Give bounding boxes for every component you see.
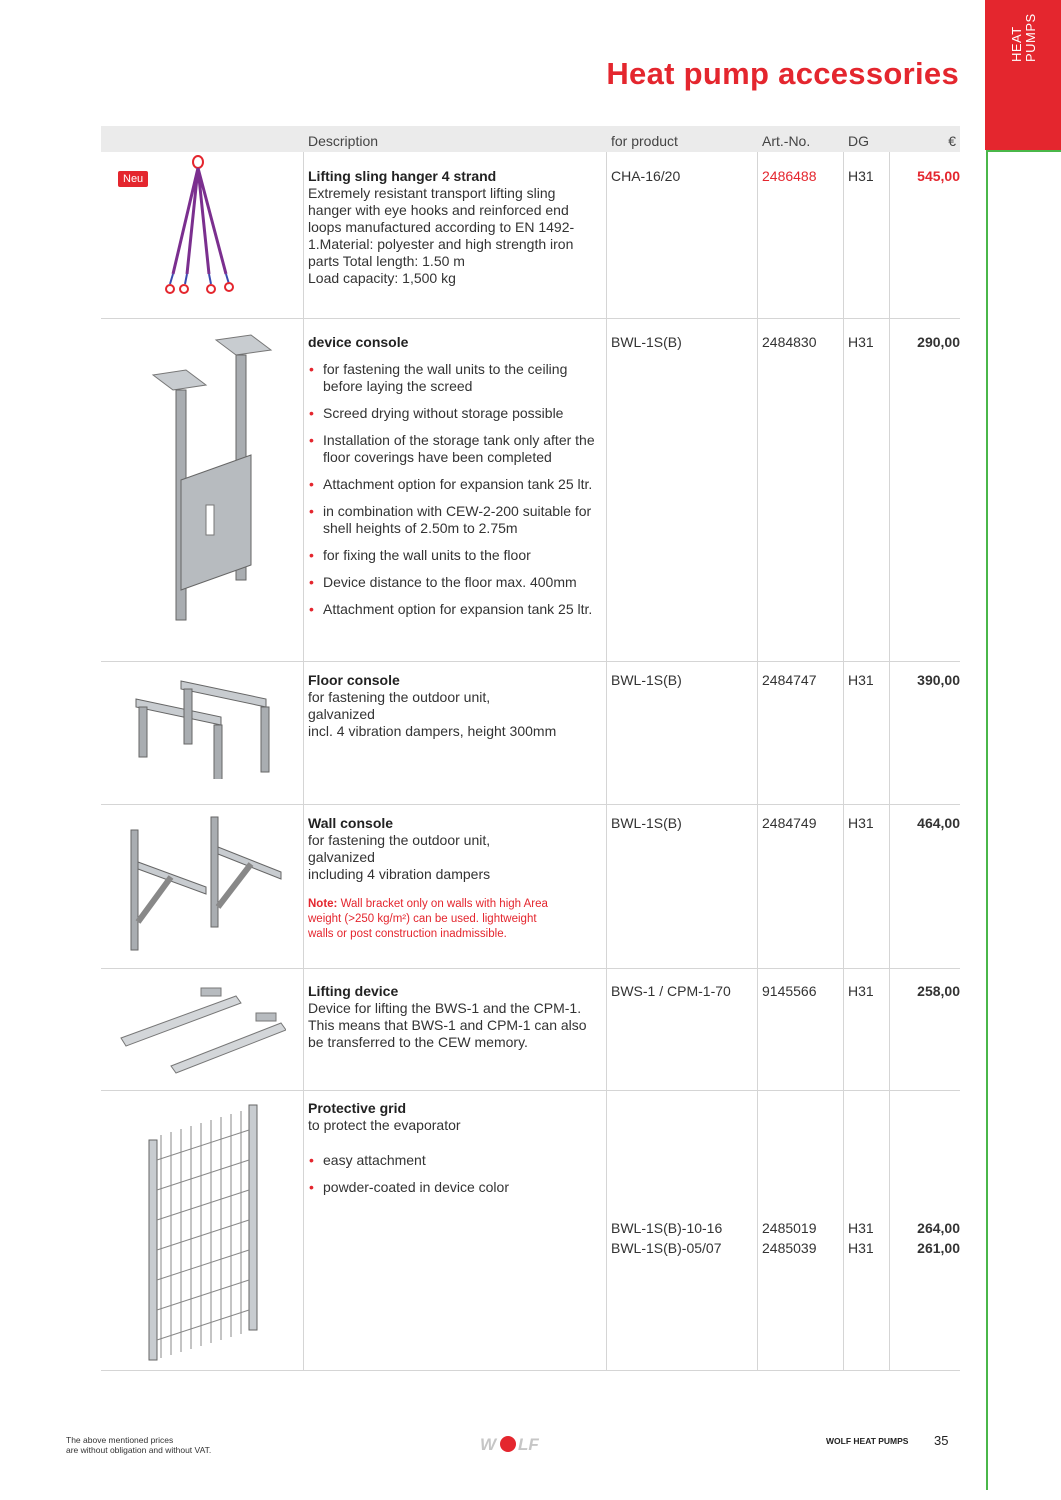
new-badge: Neu <box>118 171 148 187</box>
price: 290,00 <box>917 334 960 350</box>
for-product: CHA-16/20 <box>611 168 681 184</box>
floor-console-image <box>126 669 286 779</box>
list-item: • Device distance to the floor max. 400mm <box>308 574 601 591</box>
dg-code: H31 H31 <box>848 1220 874 1256</box>
product-text: including 4 vibration dampers <box>308 866 491 882</box>
product-text-2: Load capacity: 1,500 kg <box>308 270 456 286</box>
article-number: 2484830 <box>762 334 817 350</box>
dg-code: H31 <box>848 334 874 350</box>
price: 390,00 <box>917 672 960 688</box>
table-row <box>101 1090 960 1371</box>
product-text: to protect the evaporator <box>308 1117 461 1133</box>
lifting-device-image <box>116 978 286 1078</box>
dg-code: H31 <box>848 983 874 999</box>
product-text: incl. 4 vibration dampers, height 300mm <box>308 723 557 739</box>
svg-text:W: W <box>480 1435 497 1454</box>
list-item: • Screed drying without storage possible <box>308 405 601 422</box>
list-item: • Installation of the storage tank only after the floor coverings have been completed <box>308 432 601 466</box>
product-text: for fastening the outdoor unit, <box>308 689 491 705</box>
protective-grid-image <box>141 1100 266 1365</box>
dg-code: H31 <box>848 168 874 184</box>
product-text: galvanized <box>308 706 375 722</box>
svg-text:LF: LF <box>518 1435 539 1454</box>
price: 464,00 <box>917 815 960 831</box>
note-label: Note: <box>308 898 338 910</box>
row-description <box>308 168 601 287</box>
price: 545,00 <box>917 168 960 184</box>
header-for-product: for product <box>611 133 678 149</box>
product-name: Lifting sling hanger 4 strand <box>308 168 497 184</box>
header-dg: DG <box>848 133 869 149</box>
for-product: BWL-1S(B) <box>611 334 682 350</box>
list-item: • for fastening the wall units to the ceiling before laying the screed <box>308 361 601 395</box>
note-text: Note: Wall bracket only on walls with high Area weight (>250 kg/m²) can be used. lightweight walls or post construction inadmissible. <box>308 898 548 940</box>
wall-console-image <box>121 812 286 962</box>
price: 258,00 <box>917 983 960 999</box>
price: 264,00 261,00 <box>917 1220 960 1256</box>
table-row <box>101 152 960 319</box>
for-product: BWL-1S(B) <box>611 672 682 688</box>
product-name: Floor console <box>308 672 400 688</box>
product-name: Lifting device <box>308 983 399 999</box>
article-number: 2484749 <box>762 815 817 831</box>
row-description <box>308 1100 601 1196</box>
list-item: • for fixing the wall units to the floor <box>308 547 601 564</box>
list-item: • powder-coated in device color <box>308 1179 601 1196</box>
product-text: galvanized <box>308 849 375 865</box>
list-item: • in combination with CEW-2-200 suitable for shell heights of 2.50m to 2.75m <box>308 503 601 537</box>
green-margin-line <box>986 150 988 1490</box>
table-row <box>101 318 960 662</box>
article-number: 2484747 <box>762 672 817 688</box>
list-item: • Attachment option for expansion tank 25 ltr. <box>308 601 601 618</box>
product-name: Protective grid <box>308 1100 407 1116</box>
row-description <box>308 672 601 740</box>
article-number: 2485019 2485039 <box>762 1220 817 1256</box>
feature-list <box>308 361 601 618</box>
product-text: for fastening the outdoor unit, <box>308 832 491 848</box>
product-name: Wall console <box>308 815 394 831</box>
article-number: 2486488 <box>762 168 817 184</box>
list-item: • easy attachment <box>308 1152 601 1169</box>
section-tab-label: HEAT PUMPS <box>1009 13 1038 62</box>
row-description <box>308 983 601 1051</box>
footer-brand: WOLF HEAT PUMPS <box>826 1436 909 1446</box>
note-body: Wall bracket only on walls with high Area weight (>250 kg/m²) can be used. lightweight walls or post construction inadmissible <box>308 898 548 940</box>
for-product: BWL-1S(B) <box>611 815 682 831</box>
table-header <box>101 126 960 152</box>
product-name: device console <box>308 334 409 350</box>
table-row <box>101 804 960 969</box>
feature-list <box>308 1152 601 1196</box>
header-art-no: Art.-No. <box>762 133 811 149</box>
row-description <box>308 815 601 942</box>
device-console-image <box>151 330 276 630</box>
green-divider <box>986 150 1061 152</box>
list-item: • Attachment option for expansion tank 25 ltr. <box>308 476 601 493</box>
table-row <box>101 968 960 1091</box>
product-text: Extremely resistant transport lifting sling hanger with eye hooks and reinforced end loops manufactured according to EN 1492-1.Material: polyester and high strength iron parts Total length: 1.50 m <box>308 185 575 269</box>
page-title: Heat pump accessories <box>606 56 959 91</box>
header-price: € <box>948 133 956 149</box>
article-number: 9145566 <box>762 983 817 999</box>
for-product: BWS-1 / CPM-1-70 <box>611 983 731 999</box>
table-row <box>101 661 960 805</box>
for-product: BWL-1S(B)-10-16 BWL-1S(B)-05/07 <box>611 1220 723 1256</box>
row-description <box>308 334 601 618</box>
dg-code: H31 <box>848 672 874 688</box>
footer-note: The above mentioned prices are without obligation and without VAT. <box>66 1435 212 1455</box>
dg-code: H31 <box>848 815 874 831</box>
page-number: 35 <box>934 1433 949 1448</box>
price-table <box>101 126 960 1256</box>
wolf-logo <box>480 1434 542 1454</box>
header-description: Description <box>308 133 379 149</box>
lifting-sling-image <box>161 154 236 299</box>
product-text: Device for lifting the BWS-1 and the CPM-1. This means that BWS-1 and CPM-1 can also be transferred to the CEW memory. <box>308 1000 587 1050</box>
